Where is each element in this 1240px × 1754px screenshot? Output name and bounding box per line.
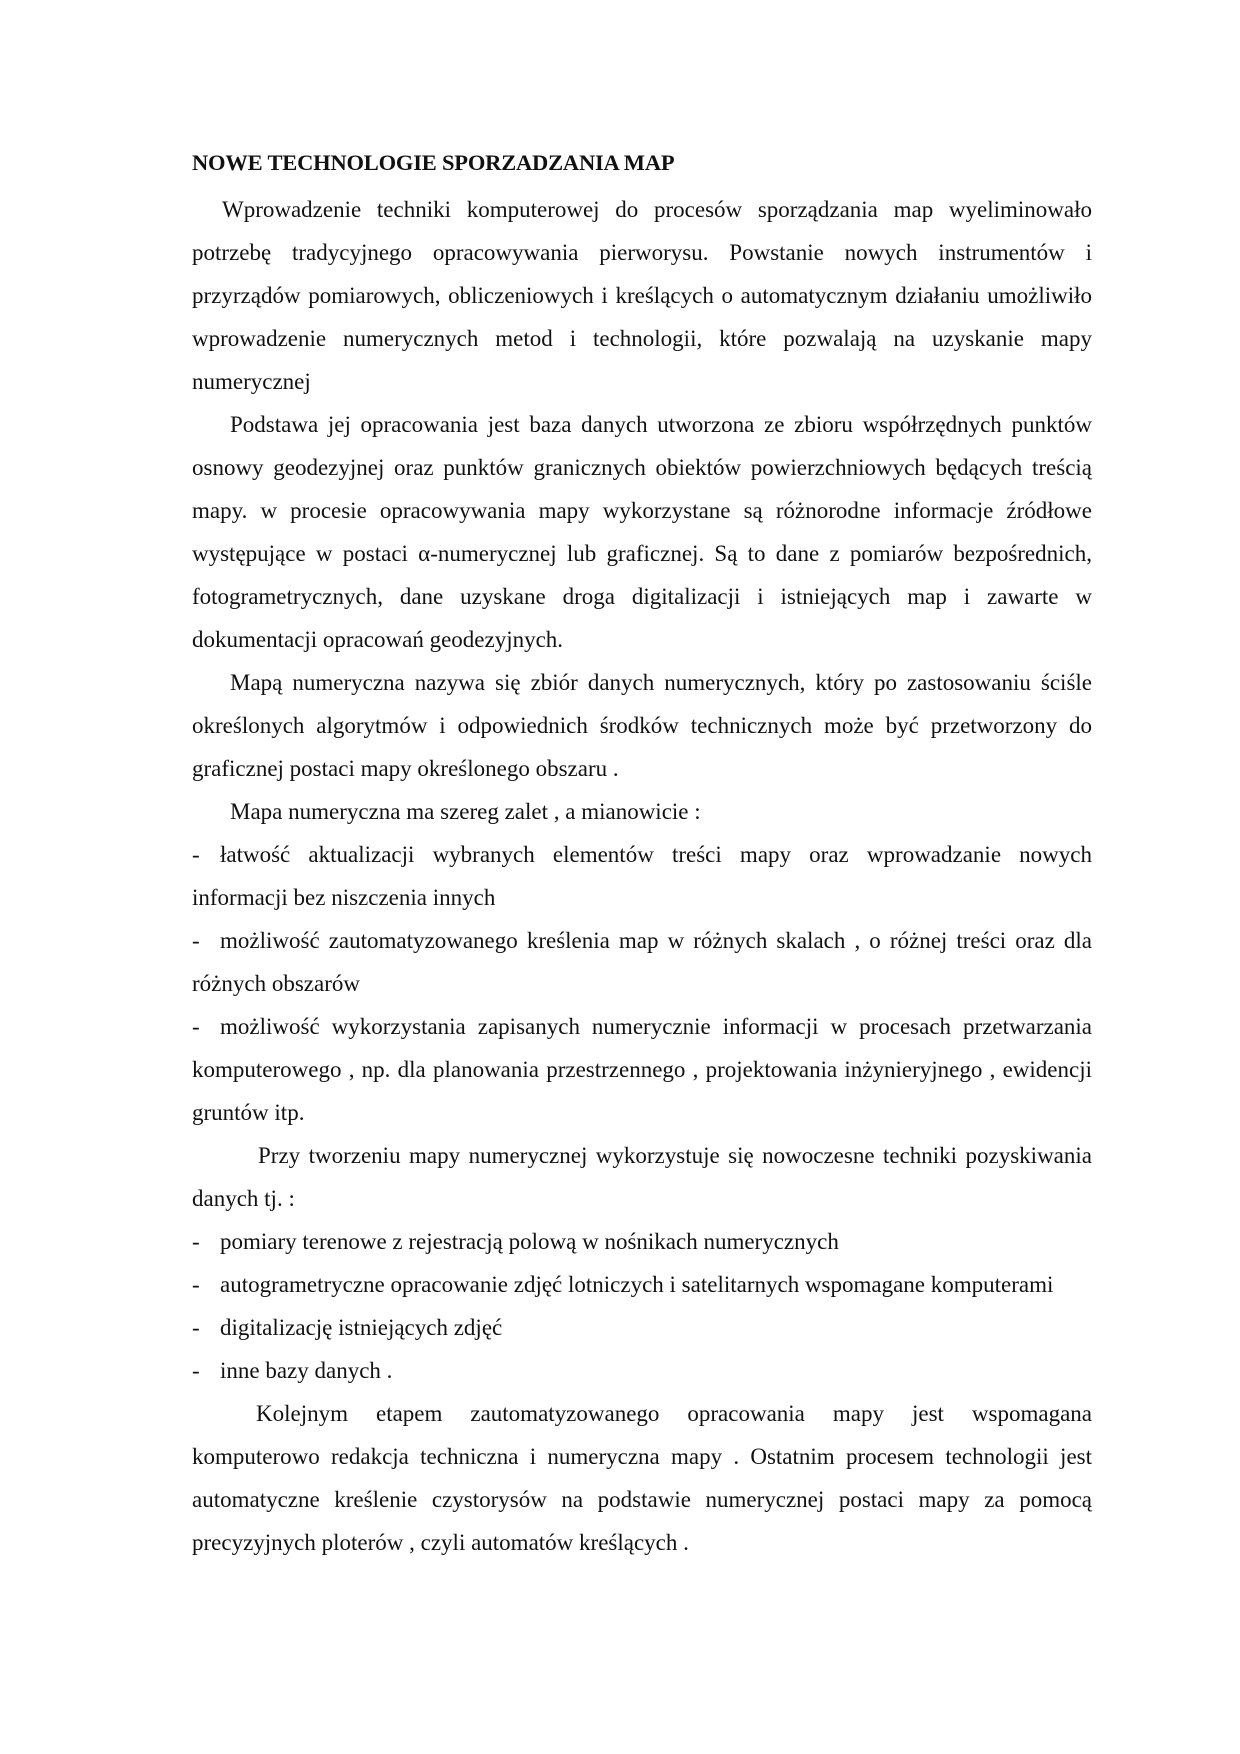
dash-bullet: - <box>192 1358 200 1383</box>
document-page <box>192 148 1092 1564</box>
paragraph-definition: Mapą numeryczna nazywa się zbiór danych numerycznych, który po zastosowaniu ściśle określonych algorytmów i odpowiednich środków technicznych może być przetworzony do graficznej postaci mapy określonego obszaru . <box>192 670 1092 781</box>
dash-bullet: - <box>192 842 200 867</box>
paragraph-introduction: Wprowadzenie techniki komputerowej do procesów sporządzania map wyeliminowało potrzebę tradycyjnego opracowywania pierworysu. Powstanie nowych instrumentów i przyrządów pomiarowych, obliczeniowych i kreślących o automatycznym działaniu umożliwiło wprowadzenie numerycznych metod i technologii, które pozwalają na uzyskanie mapy numerycznej <box>192 197 1092 394</box>
advantage-item <box>192 919 1092 1005</box>
paragraph-database: Podstawa jej opracowania jest baza danych utworzona ze zbioru współrzędnych punktów osnowy geodezyjnej oraz punktów granicznych obiektów powierzchniowych będących treścią mapy. w procesie opracowywania mapy wykorzystane są różnorodne informacje źródłowe występujące w postaci α-numerycznej lub graficznej. Są to dane z pomiarów bezpośrednich, fotogrametrycznych, dane uzyskane droga digitalizacji i istniejących map i zawarte w dokumentacji opracowań geodezyjnych. <box>192 412 1092 652</box>
advantages-heading: Mapa numeryczna ma szereg zalet , a mianowicie : <box>230 799 701 824</box>
advantage-text: łatwość aktualizacji wybranych elementów treści mapy oraz wprowadzanie nowych informacji bez niszczenia innych <box>192 842 1092 910</box>
dash-bullet: - <box>192 1272 200 1297</box>
dash-bullet: - <box>192 1315 200 1340</box>
technique-text: digitalizację istniejących zdjęć <box>220 1315 503 1340</box>
dash-bullet: - <box>192 1229 200 1254</box>
technique-item <box>192 1349 1092 1392</box>
dash-bullet: - <box>192 928 200 953</box>
technique-text: inne bazy danych . <box>220 1358 393 1383</box>
technique-item <box>192 1306 1092 1349</box>
advantage-text: możliwość wykorzystania zapisanych numerycznie informacji w procesach przetwarzania komputerowego , np. dla planowania przestrzennego , projektowania inżynieryjnego , ewidencji gruntów itp. <box>192 1014 1092 1125</box>
technique-text: autogrametryczne opracowanie zdjęć lotniczych i satelitarnych wspomagane komputerami <box>220 1272 1054 1297</box>
technique-text: pomiary terenowe z rejestracją polową w nośnikach numerycznych <box>220 1229 839 1254</box>
dash-bullet: - <box>192 1014 200 1039</box>
advantage-item <box>192 1005 1092 1134</box>
paragraph-closing: Kolejnym etapem zautomatyzowanego opracowania mapy jest wspomagana komputerowo redakcja techniczna i numeryczna mapy . Ostatnim procesem technologii jest automatyczne kreślenie czystorysów na podstawie numerycznej postaci mapy za pomocą precyzyjnych ploterów , czyli automatów kreślących . <box>192 1401 1092 1555</box>
advantage-text: możliwość zautomatyzowanego kreślenia map w różnych skalach , o różnej treści oraz dla różnych obszarów <box>192 928 1092 996</box>
techniques-heading: Przy tworzeniu mapy numerycznej wykorzystuje się nowoczesne techniki pozyskiwania danych tj. : <box>192 1143 1092 1211</box>
technique-item <box>192 1220 1092 1263</box>
document-title: NOWE TECHNOLOGIE SPORZADZANIA MAP <box>192 150 675 175</box>
technique-item <box>192 1263 1092 1306</box>
advantage-item <box>192 833 1092 919</box>
